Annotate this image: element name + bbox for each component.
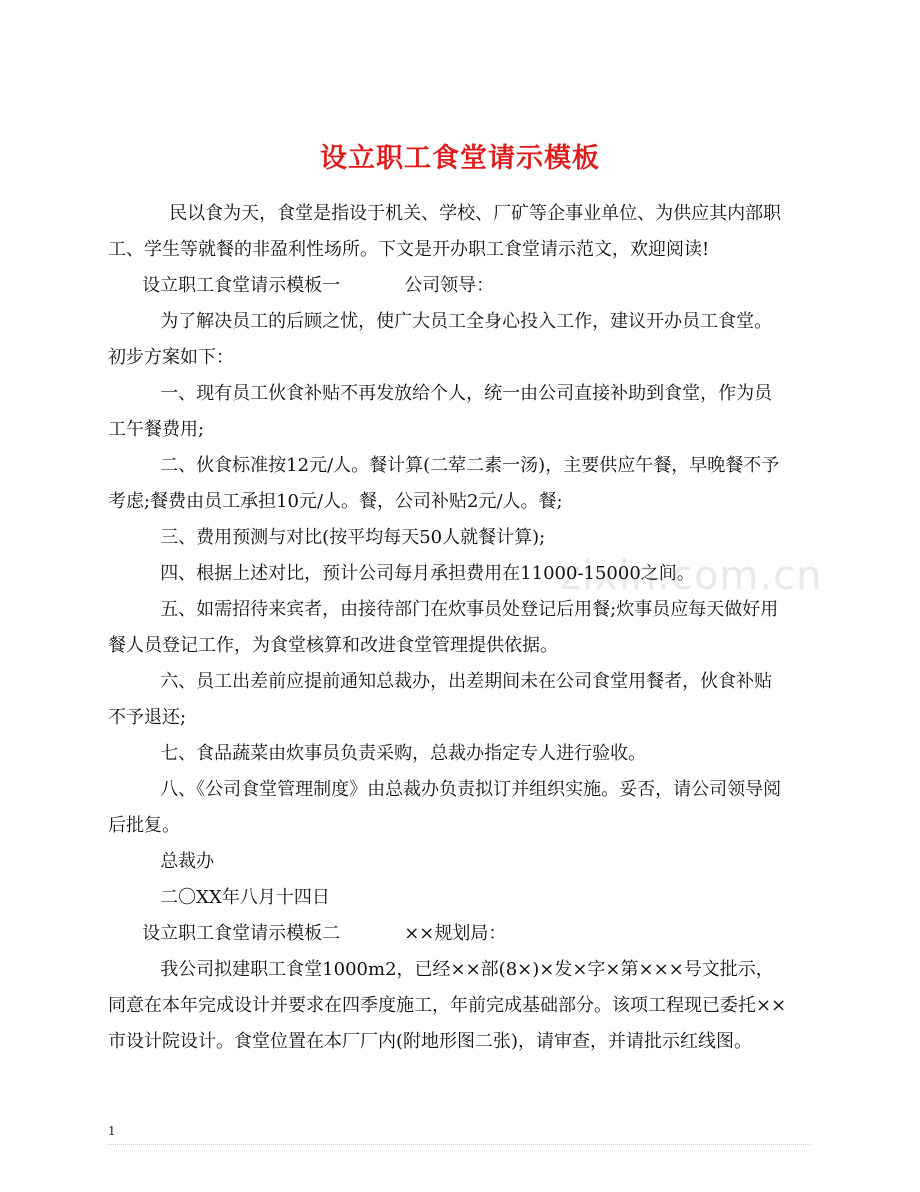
template2-heading: 设立职工食堂请示模板二: [142, 923, 341, 944]
document-body: [108, 196, 788, 1060]
template1-recipient: 公司领导：: [404, 275, 495, 296]
signature: 总裁办: [160, 851, 215, 872]
template2-recipient: ××规划局：: [404, 923, 507, 944]
template1-heading: 设立职工食堂请示模板一: [142, 275, 341, 296]
list-item: 一、现有员工伙食补贴不再发放给个人，统一由公司直接补助到食堂，作为员工午餐费用;: [108, 383, 773, 440]
template1-opening: 为了解决员工的后顾之忧，使广大员工全身心投入工作，建议开办员工食堂。初步方案如下：: [108, 311, 773, 368]
list-item: 七、食品蔬菜由炊事员负责采购，总裁办指定专人进行验收。: [160, 743, 647, 764]
template1-heading-line: [108, 268, 788, 304]
list-item: 六、员工出差前应提前通知总裁办，出差期间未在公司食堂用餐者，伙食补贴不予退还;: [108, 671, 773, 728]
intro-paragraph: 民以食为天，食堂是指设于机关、学校、厂矿等企事业单位、为供应其内部职工、学生等就餐的非盈利性场所。下文是开办职工食堂请示范文，欢迎阅读!: [108, 203, 782, 260]
date: 二〇XX年八月十四日: [160, 887, 330, 908]
list-item: 八、《公司食堂管理制度》由总裁办负责拟订并组织实施。妥否，请公司领导阅后批复。: [108, 779, 782, 836]
template2-heading-line: [108, 916, 788, 952]
list-item: 二、伙食标准按12元/人。餐计算(二荤二素一汤)，主要供应午餐，早晚餐不予考虑;餐费由员工承担10元/人。餐，公司补贴2元/人。餐;: [108, 455, 780, 512]
watermark: zixin.com.cn: [560, 553, 823, 599]
template2-body: 我公司拟建职工食堂1000m2，已经××部(8×)×发×字×第×××号文批示，同意在本年完成设计并要求在四季度施工，年前完成基础部分。该项工程现已委托××市设计院设计。食堂位置在本厂厂内(附地形图二张)，请审查，并请批示红线图。: [108, 959, 787, 1052]
page-number: 1: [108, 1124, 116, 1138]
list-item: 四、根据上述对比，预计公司每月承担费用在11000-15000之间。: [160, 563, 695, 584]
list-item: 五、如需招待来宾者，由接待部门在炊事员处登记后用餐;炊事员应每天做好用餐人员登记工作，为食堂核算和改进食堂管理提供依据。: [108, 599, 779, 656]
list-item: 三、费用预测与对比(按平均每天50人就餐计算);: [160, 527, 546, 548]
footer-divider: [108, 1144, 812, 1145]
document-title: 设立职工食堂请示模板: [320, 143, 600, 175]
